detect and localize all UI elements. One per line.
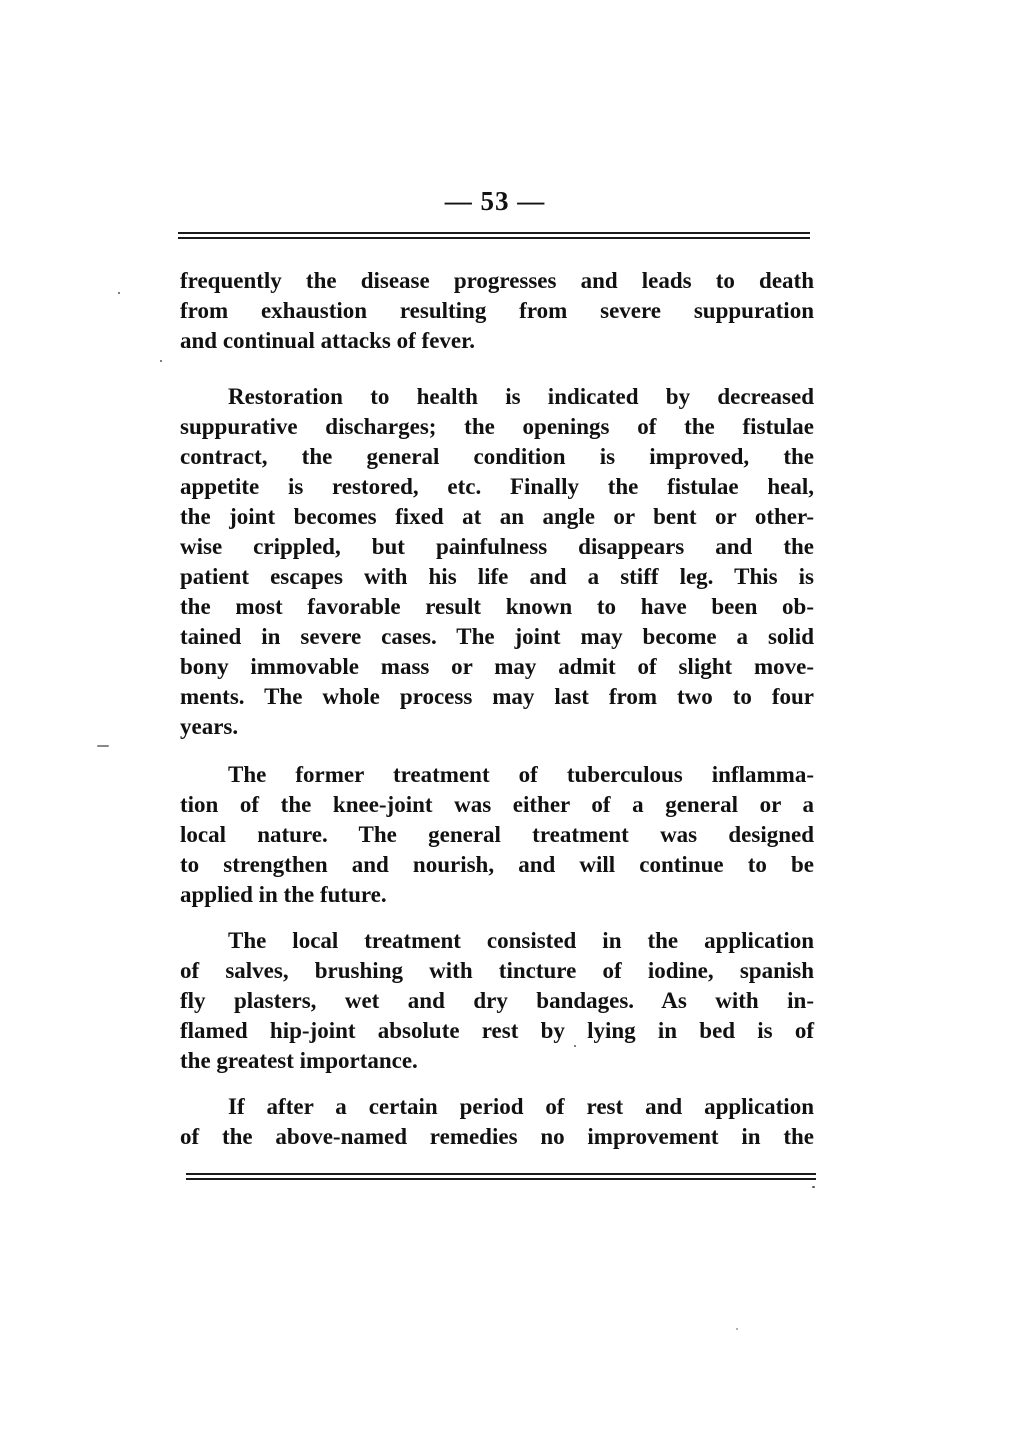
text-line: contract, the general condition is improved, the [180,444,814,469]
text-line: local nature. The general treatment was designed [180,822,814,847]
page-number: — 53 — [444,186,546,216]
text-line: The former treatment of tuberculous inflamma- [228,762,814,787]
text-line: applied in the future. [180,882,387,907]
text-line: Restoration to health is indicated by decreased [228,384,814,409]
paragraph-1 [180,266,814,356]
scan-speck [97,745,109,747]
text-line: the joint becomes fixed at an angle or bent or other- [180,504,814,529]
text-line: of the above-named remedies no improvement in the [180,1124,814,1149]
text-line: frequently the disease progresses and leads to death [180,268,814,293]
text-line: patient escapes with his life and a stiff leg. This is [180,564,814,589]
paragraph-2 [180,382,814,742]
text-line: tained in severe cases. The joint may become a solid [180,624,814,649]
paragraph-3 [180,760,814,910]
footer-rule [186,1178,816,1180]
scan-speck [736,1328,738,1330]
text-line: bony immovable mass or may admit of slight move- [180,654,814,679]
text-line: the greatest importance. [180,1048,418,1073]
text-line: suppurative discharges; the openings of the fistulae [180,414,814,439]
text-line: to strengthen and nourish, and will continue to be [180,852,814,877]
text-line: flamed hip-joint absolute rest by lying in bed is of [180,1018,814,1043]
text-line: from exhaustion resulting from severe suppuration [180,298,814,323]
paragraph-4 [180,926,814,1076]
paragraph-5 [180,1092,814,1152]
scan-speck [160,360,162,362]
text-line: appetite is restored, etc. Finally the fistulae heal, [180,474,814,499]
text-line: tion of the knee-joint was either of a general or a [180,792,814,817]
scan-speck [574,1045,576,1047]
text-line: ments. The whole process may last from two to four [180,684,814,709]
text-line: of salves, brushing with tincture of iodine, spanish [180,958,814,983]
header-rule [178,232,810,234]
text-line: wise crippled, but painfulness disappears and the [180,534,814,559]
header-rule [178,237,810,239]
text-line: years. [180,714,239,739]
scan-speck [812,1186,815,1188]
text-line: the most favorable result known to have been ob- [180,594,814,619]
text-line: If after a certain period of rest and application [228,1094,814,1119]
text-line: and continual attacks of fever. [180,328,475,353]
text-line: The local treatment consisted in the application [228,928,814,953]
text-line: fly plasters, wet and dry bandages. As with in- [180,988,814,1013]
footer-rule [186,1173,816,1175]
text-block [180,266,814,1152]
scan-speck [118,292,120,294]
